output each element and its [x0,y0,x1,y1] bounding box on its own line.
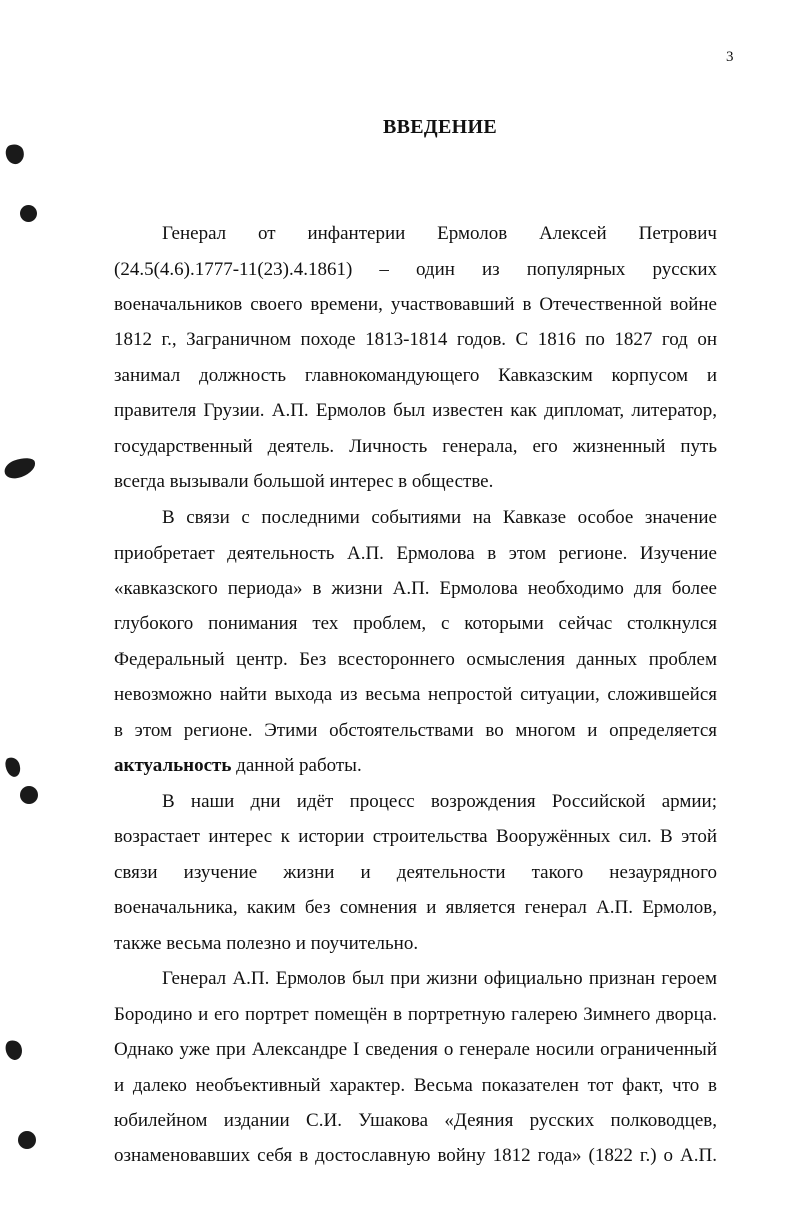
text-line: Федеральный центр. Без всестороннего осмысления данных проблем [114,649,717,670]
text-line: Бородино и его портрет помещён в портретную галерею Зимнего дворца. [114,1004,717,1025]
text-line: возрастает интерес к истории строительства Вооружённых сил. В этой [114,826,717,847]
binder-hole-mark [18,1131,36,1149]
binder-hole-mark [2,454,38,482]
text-line: 1812 г., Заграничном походе 1813-1814 годов. С 1816 по 1827 год он [114,329,717,350]
text-line: Генерал от инфантерии Ермолов Алексей Петрович [162,223,717,244]
text-line: военачальника, каким без сомнения и является генерал А.П. Ермолов, [114,897,717,918]
text-line: всегда вызывали большой интерес в обществе. [114,471,494,492]
text-line: связи изучение жизни и деятельности такого незаурядного [114,862,717,883]
text-line: невозможно найти выхода из весьма непростой ситуации, сложившейся [114,684,717,705]
text-line: приобретает деятельность А.П. Ермолова в этом регионе. Изучение [114,543,717,564]
binder-hole-mark [20,786,38,804]
text-line: «кавказского периода» в жизни А.П. Ермолова необходимо для более [114,578,717,599]
binder-hole-mark [3,1038,25,1062]
page-number: 3 [726,49,734,65]
text-line: также весьма полезно и поучительно. [114,933,419,954]
text-line: и далеко необъективный характер. Весьма показателен тот факт, что в [114,1075,717,1096]
page-title: ВВЕДЕНИЕ [383,116,497,138]
text-line: юбилейном издании С.И. Ушакова «Деяния русских полководцев, [114,1110,717,1131]
text-line: (24.5(4.6).1777-11(23).4.1861) – один из популярных русских [114,259,717,280]
text-line: правителя Грузии. А.П. Ермолов был известен как дипломат, литератор, [114,400,717,421]
text-line [114,754,717,778]
text-line: глубокого понимания тех проблем, с которыми сейчас столкнулся [114,613,717,634]
text-line: В связи с последними событиями на Кавказе особое значение [162,507,717,528]
text-line: Однако уже при Александре I сведения о генерале носили ограниченный [114,1039,717,1060]
text-line-tail: данной работы. [236,755,362,776]
emphasis-actuality: актуальность [114,755,232,776]
binder-hole-mark [3,755,23,779]
text-line: военачальников своего времени, участвовавший в Отечественной войне [114,294,717,315]
binder-hole-mark [3,142,27,167]
binder-hole-mark [20,205,37,222]
text-line: В наши дни идёт процесс возрождения Российской армии; [162,791,717,812]
text-line: ознаменовавших себя в достославную войну 1812 года» (1822 г.) о А.П. [114,1145,717,1166]
text-line: Генерал А.П. Ермолов был при жизни официально признан героем [162,968,717,989]
text-line: государственный деятель. Личность генерала, его жизненный путь [114,436,717,457]
text-line: занимал должность главнокомандующего Кавказским корпусом и [114,365,717,386]
text-line: в этом регионе. Этими обстоятельствами во многом и определяется [114,720,717,741]
